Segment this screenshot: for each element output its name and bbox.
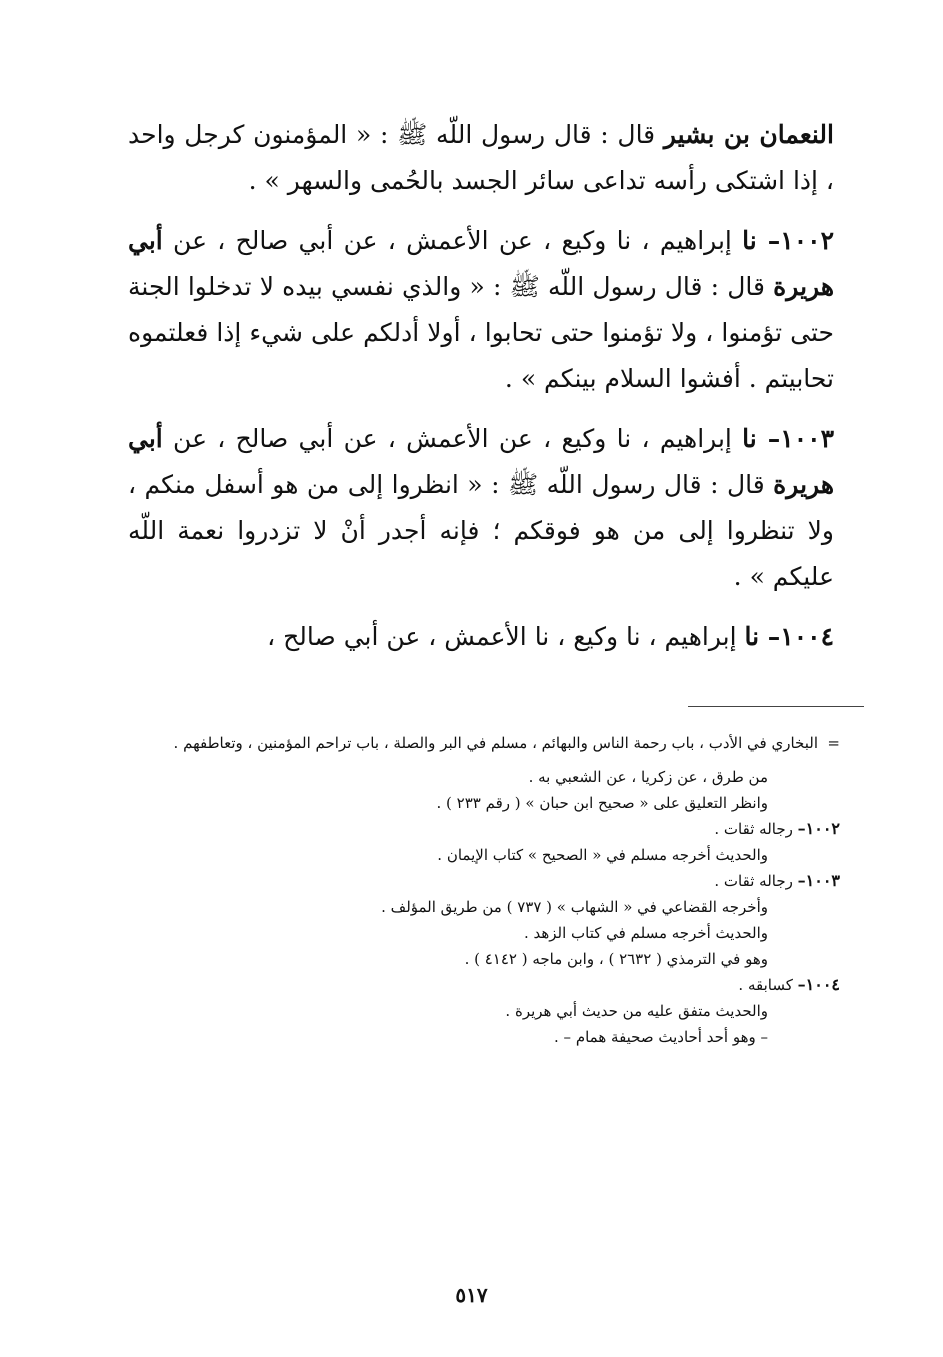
footnote-line: والحديث متفق عليه من حديث أبي هريرة . (505, 1002, 768, 1020)
hadith-1002 (128, 218, 834, 402)
narrator-name: أبي هريرة (128, 226, 834, 301)
footnote-number: ١٠٠٤– (797, 975, 840, 994)
footnote-text: رجاله ثقات . (714, 872, 798, 890)
footnote-text: رجاله ثقات . (714, 820, 798, 838)
hadith-number: ١٠٠٤– نا (744, 622, 834, 651)
footnote-number: ١٠٠٣– (797, 871, 840, 890)
footnote-1002 (128, 816, 840, 842)
hadith-number: ١٠٠٣– نا (742, 424, 834, 453)
footnote-number: ١٠٠٢– (797, 819, 840, 838)
footnote-line: وانظر التعليق على « صحيح ابن حبان » ( رقم ٢٣٣ ) . (436, 794, 768, 812)
footnote-1004 (128, 972, 840, 998)
hadith-text: قال : قال رسول اللّه ﷺ : « المؤمنون كرجل واحد ، إذا اشتكى رأسه تداعى سائر الجسد بالحُمى والسهر » . (128, 120, 834, 195)
footnote-1003 (128, 868, 840, 894)
footnote-line: والحديث أخرجه مسلم في كتاب الزهد . (523, 924, 768, 942)
isnad-chain: إبراهيم ، نا وكيع ، نا الأعمش ، عن أبي صالح ، (267, 622, 745, 651)
page-number: ٥١٧ (455, 1283, 488, 1307)
footnote-line: – وهو أحد أحاديث صحيفة همام – . (554, 1028, 768, 1046)
narrator-name: أبي هريرة (128, 424, 834, 499)
footnote-line: والحديث أخرجه مسلم في « الصحيح » كتاب الإيمان . (437, 846, 768, 864)
continuation-marker: = (827, 734, 840, 752)
hadith-1004 (128, 614, 834, 660)
hadith-text: قال : قال رسول اللّه ﷺ : « والذي نفسي بيده لا تدخلوا الجنة حتى تؤمنوا ، ولا تؤمنوا حتى تحابوا ، أولا أدلكم على شيء إذا فعلتموه تحابيتم . أفشوا السلام بينكم » . (128, 272, 834, 393)
isnad-chain: إبراهيم ، نا وكيع ، عن الأعمش ، عن أبي صالح ، عن (162, 424, 743, 453)
footnote-text: البخاري في الأدب ، باب رحمة الناس والبهائم ، مسلم في البر والصلة ، باب تراحم المؤمنين ، وتعاطفهم . (173, 734, 818, 752)
isnad-chain: إبراهيم ، نا وكيع ، عن الأعمش ، عن أبي صالح ، عن (162, 226, 743, 255)
footnote-continuation (128, 730, 840, 756)
footnote-line: وهو في الترمذي ( ٢٦٣٢ ) ، وابن ماجه ( ٤١٤٢ ) . (464, 950, 768, 968)
hadith-1003 (128, 416, 834, 600)
main-text (128, 112, 834, 674)
hadith-text: قال : قال رسول اللّه ﷺ : « انظروا إلى من هو أسفل منكم ، ولا تنظروا إلى من هو فوقكم ؛ فإنه أجدر أنْ لا تزدروا نعمة اللّه عليكم » . (128, 470, 834, 591)
footnote-text: كسابقه . (738, 976, 798, 994)
narrator-name: النعمان بن بشير (663, 120, 834, 149)
footnotes (128, 730, 840, 1050)
hadith-1001-continuation (128, 112, 834, 204)
hadith-number: ١٠٠٢– نا (742, 226, 834, 255)
footnote-line: من طرق ، عن زكريا ، عن الشعبي به . (528, 768, 768, 786)
footnote-divider (688, 706, 864, 707)
footnote-line: وأخرجه القضاعي في « الشهاب » ( ٧٣٧ ) من طريق المؤلف . (381, 898, 768, 916)
